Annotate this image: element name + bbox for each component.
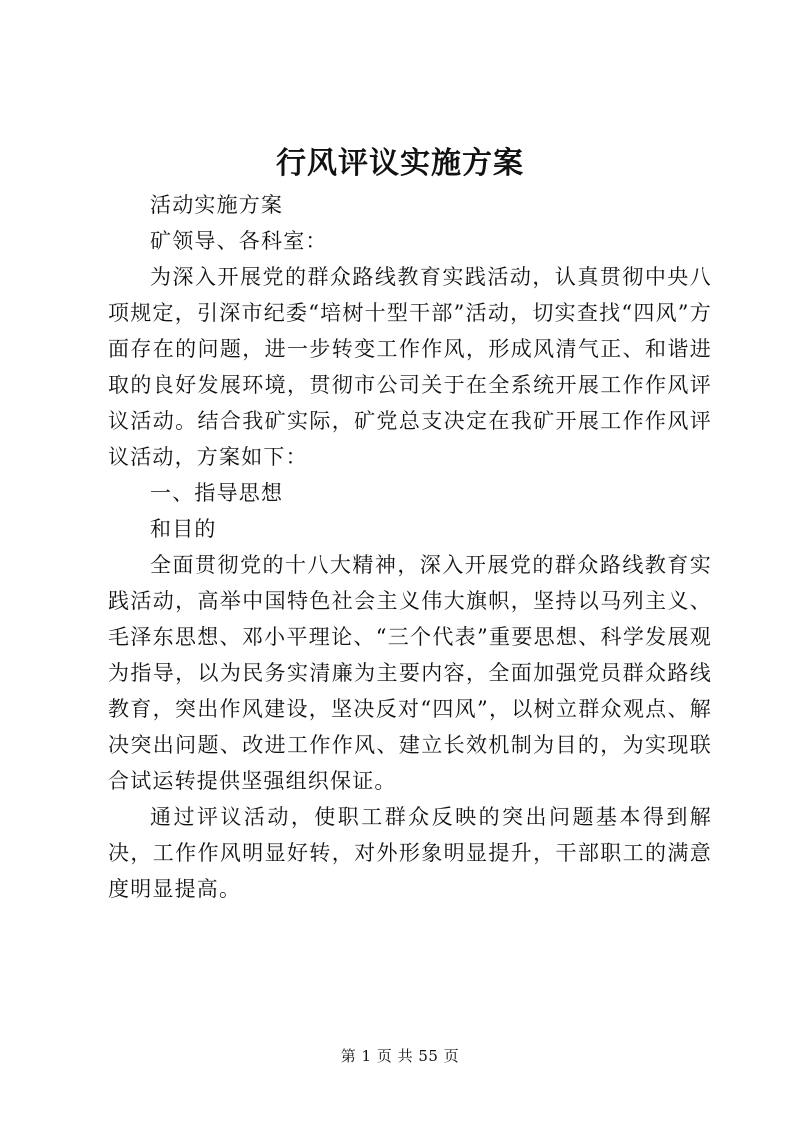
paragraph-guiding-ideology: 全面贯彻党的十八大精神，深入开展党的群众路线教育实践活动，高举中国特色社会主义伟大旗帜，坚持以马列主义、毛泽东思想、邓小平理论、“三个代表”重要思想、科学发展观为指导，以为民务实清廉为主要内容，全面加强党员群众路线教育，突出作风建设，坚决反对“四风”，以树立群众观点、解决突出问题、改进工作作风、建立长效机制为目的，为实现联合试运转提供坚强组织保证。 <box>108 553 712 793</box>
section-heading-purpose: 和目的 <box>150 517 217 541</box>
document-title: 行风评议实施方案 <box>276 146 524 181</box>
paragraph-goals: 通过评议活动，使职工群众反映的突出问题基本得到解决，工作作风明显好转，对外形象明显提升，干部职工的满意度明显提高。 <box>108 805 712 901</box>
paragraph-activity-heading: 活动实施方案 <box>150 193 284 217</box>
document-body <box>108 187 712 907</box>
page-footer: 第 1 页 共 55 页 <box>340 1047 460 1065</box>
paragraph-salutation: 矿领导、各科室： <box>150 229 328 253</box>
paragraph-introduction: 为深入开展党的群众路线教育实践活动，认真贯彻中央八项规定，引深市纪委“培树十型干部”活动，切实查找“四风”方面存在的问题，进一步转变工作作风，形成风清气正、和谐进取的良好发展环境，贯彻市公司关于在全系统开展工作作风评议活动。结合我矿实际，矿党总支决定在我矿开展工作作风评议活动，方案如下： <box>108 265 712 469</box>
section-heading-guiding-ideology: 一、指导思想 <box>150 481 284 505</box>
